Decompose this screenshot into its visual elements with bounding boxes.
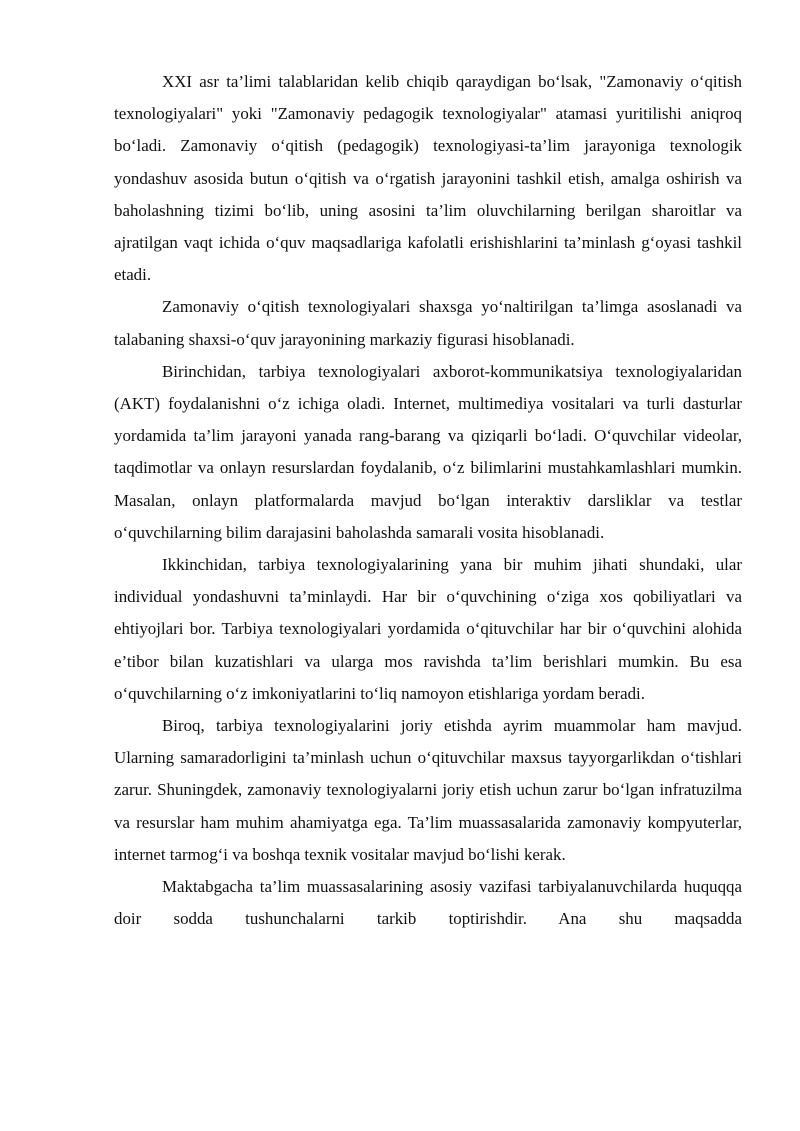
paragraph-1: XXI asr ta’limi talablaridan kelib chiqib qaraydigan bo‘lsak, "Zamonaviy o‘qitish texnologiyalari" yoki "Zamonaviy pedagogik texnologiyalar" atamasi yuritilishi aniqroq bo‘ladi. Zamonaviy o‘qitish (pedagogik) texnologiyasi-ta’lim jarayoniga texnologik yondashuv asosida butun o‘qitish va o‘rgatish jarayonini tashkil etish, amalga oshirish va baholashning tizimi bo‘lib, uning asosini ta’lim oluvchilarning berilgan sharoitlar va ajratilgan vaqt ichida o‘quv maqsadlariga kafolatli erishishlarini ta’minlash g‘oyasi tashkil etadi. — [114, 72, 742, 285]
paragraph-6: Maktabgacha ta’lim muassasalarining asosiy vazifasi tarbiyalanuvchilarda huquqqa doir sodda tushunchalarni tarkib toptirishdir. Ana shu maqsadda — [114, 877, 742, 929]
paragraph-5: Biroq, tarbiya texnologiyalarini joriy etishda ayrim muammolar ham mavjud. Ularning samaradorligini ta’minlash uchun o‘qituvchilar maxsus tayyorgarlikdan o‘tishlari zarur. Shuningdek, zamonaviy texnologiyalarni joriy etish uchun zarur bo‘lgan infratuzilma va resurslar ham muhim ahamiyatga ega. Ta’lim muassasalarida zamonaviy kompyuterlar, internet tarmog‘i va boshqa texnik vositalar mavjud bo‘lishi kerak. — [114, 716, 742, 864]
document-page — [114, 66, 742, 935]
paragraph-2: Zamonaviy o‘qitish texnologiyalari shaxsga yo‘naltirilgan ta’limga asoslanadi va talabaning shaxsi-o‘quv jarayonining markaziy figurasi hisoblanadi. — [114, 297, 742, 349]
paragraph-3: Birinchidan, tarbiya texnologiyalari axborot-kommunikatsiya texnologiyalaridan (AKT) foydalanishni o‘z ichiga oladi. Internet, multimediya vositalari va turli dasturlar yordamida ta’lim jarayoni yanada rang-barang va qiziqarli bo‘ladi. O‘quvchilar videolar, taqdimotlar va onlayn resurslardan foydalanib, o‘z bilimlarini mustahkamlashlari mumkin. Masalan, onlayn platformalarda mavjud bo‘lgan interaktiv darsliklar va testlar o‘quvchilarning bilim darajasini baholashda samarali vosita hisoblanadi. — [114, 361, 742, 542]
paragraph-4: Ikkinchidan, tarbiya texnologiyalarining yana bir muhim jihati shundaki, ular individual yondashuvni ta’minlaydi. Har bir o‘quvchining o‘ziga xos qobiliyatlari va ehtiyojlari bor. Tarbiya texnologiyalari yordamida o‘qituvchilar har bir o‘quvchini alohida e’tibor bilan kuzatishlari va ularga mos ravishda ta’lim berishlari mumkin. Bu esa o‘quvchilarning o‘z imkoniyatlarini to‘liq namoyon etishlariga yordam beradi. — [114, 555, 742, 703]
